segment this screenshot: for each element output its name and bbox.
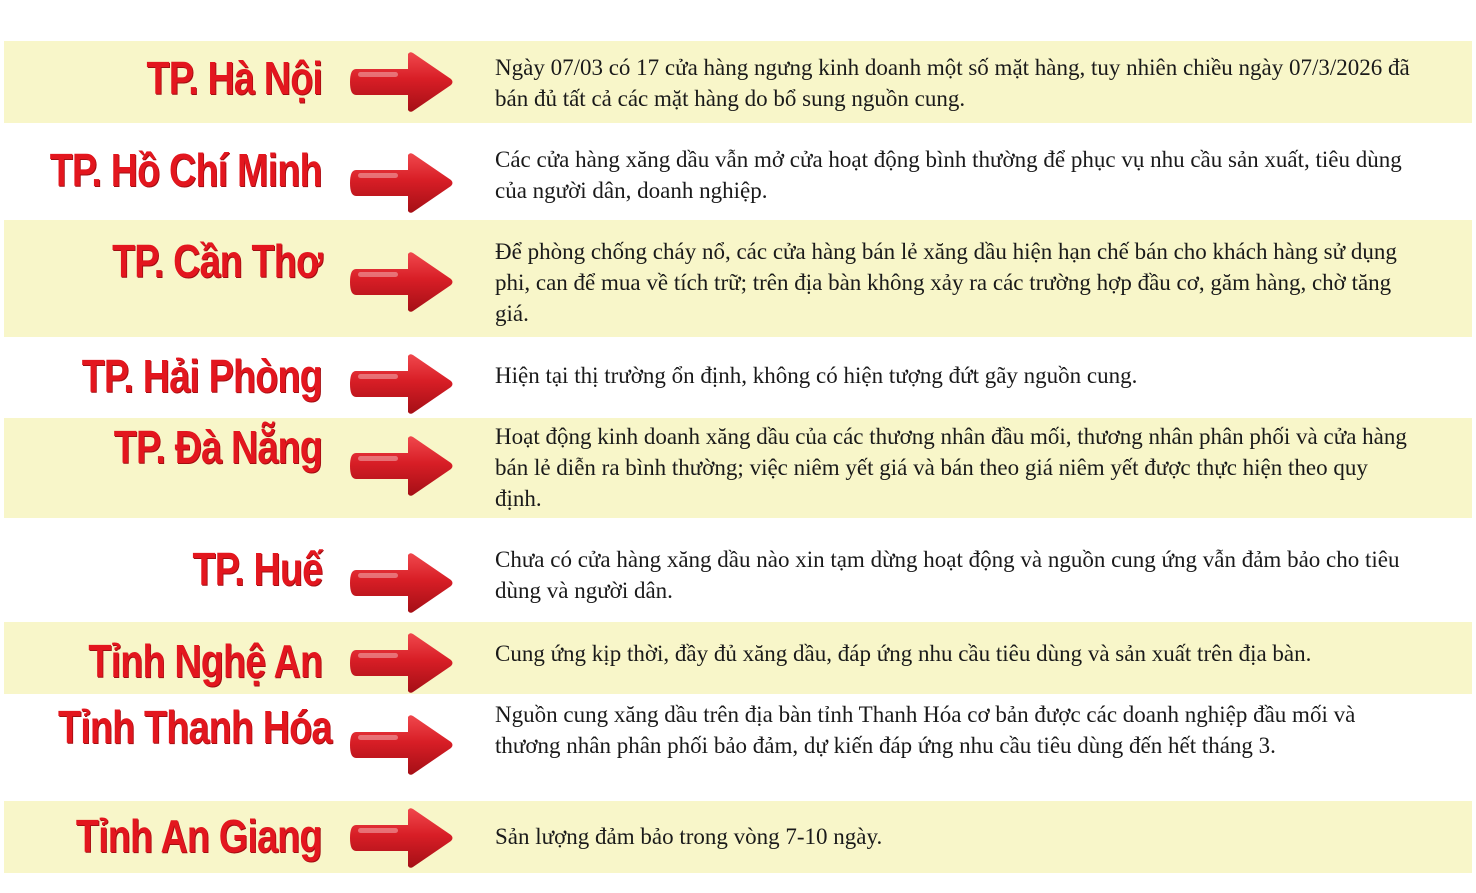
row-can-tho xyxy=(4,220,1472,337)
arrow-right-icon xyxy=(350,251,454,313)
province-description: Chưa có cửa hàng xăng dầu nào xin tạm dừng hoạt động và nguồn cung ứng vẫn đảm bảo cho tiêu dùng và người dân. xyxy=(495,547,1400,603)
province-description: Hiện tại thị trường ổn định, không có hiện tượng đứt gãy nguồn cung. xyxy=(495,363,1138,388)
province-label: Tỉnh An Giang xyxy=(76,810,322,862)
arrow-right-icon xyxy=(350,552,454,614)
row-nghe-an xyxy=(4,622,1472,694)
province-label: Tỉnh Nghệ An xyxy=(88,635,322,687)
province-description: Cung ứng kịp thời, đầy đủ xăng dầu, đáp ứng nhu cầu tiêu dùng và sản xuất trên địa bàn. xyxy=(495,641,1312,666)
province-description: Hoạt động kinh doanh xăng dầu của các thương nhân đầu mối, thương nhân phân phối và cửa hàng bán lẻ diễn ra bình thường; việc niêm yết giá và bán theo giá niêm yết được thực hiện theo quy định. xyxy=(495,424,1407,511)
row-da-nang xyxy=(4,418,1472,518)
province-description: Các cửa hàng xăng dầu vẫn mở cửa hoạt động bình thường để phục vụ nhu cầu sản xuất, tiêu dùng của người dân, doanh nghiệp. xyxy=(495,147,1402,203)
province-description: Ngày 07/03 có 17 cửa hàng ngưng kinh doanh một số mặt hàng, tuy nhiên chiều ngày 07/3/2026 đã bán đủ tất cả các mặt hàng do bổ sung nguồn cung. xyxy=(495,55,1410,111)
row-ha-noi xyxy=(4,41,1472,123)
province-label: TP. Đà Nẵng xyxy=(113,421,322,473)
arrow-right-icon xyxy=(350,51,454,113)
row-hai-phong xyxy=(4,337,1472,418)
province-label: TP. Hải Phòng xyxy=(81,350,322,402)
arrow-right-icon xyxy=(350,353,454,415)
province-description: Nguồn cung xăng dầu trên địa bàn tỉnh Thanh Hóa cơ bản được các doanh nghiệp đầu mối và thương nhân phân phối bảo đảm, dự kiến đáp ứng nhu cầu tiêu dùng đến hết tháng 3. xyxy=(495,702,1356,758)
province-label: TP. Hồ Chí Minh xyxy=(50,144,322,196)
row-thanh-hoa xyxy=(4,694,1472,801)
arrow-right-icon xyxy=(350,152,454,214)
province-label: TP. Hà Nội xyxy=(146,52,322,104)
arrow-right-icon xyxy=(350,632,454,694)
row-ho-chi-minh xyxy=(4,123,1472,220)
arrow-right-icon xyxy=(350,807,454,869)
province-description: Sản lượng đảm bảo trong vòng 7-10 ngày. xyxy=(495,824,883,849)
province-label: TP. Huế xyxy=(192,543,322,595)
row-hue xyxy=(4,518,1472,622)
arrow-right-icon xyxy=(350,435,454,497)
row-an-giang xyxy=(4,801,1472,873)
province-label: Tỉnh Thanh Hóa xyxy=(58,701,332,753)
arrow-right-icon xyxy=(350,714,454,776)
province-label: TP. Cần Thơ xyxy=(112,235,322,287)
province-description: Để phòng chống cháy nổ, các cửa hàng bán lẻ xăng dầu hiện hạn chế bán cho khách hàng sử dụng phi, can để mua về tích trữ; trên địa bàn không xảy ra các trường hợp đầu cơ, găm hàng, chờ tăng giá. xyxy=(495,239,1397,326)
